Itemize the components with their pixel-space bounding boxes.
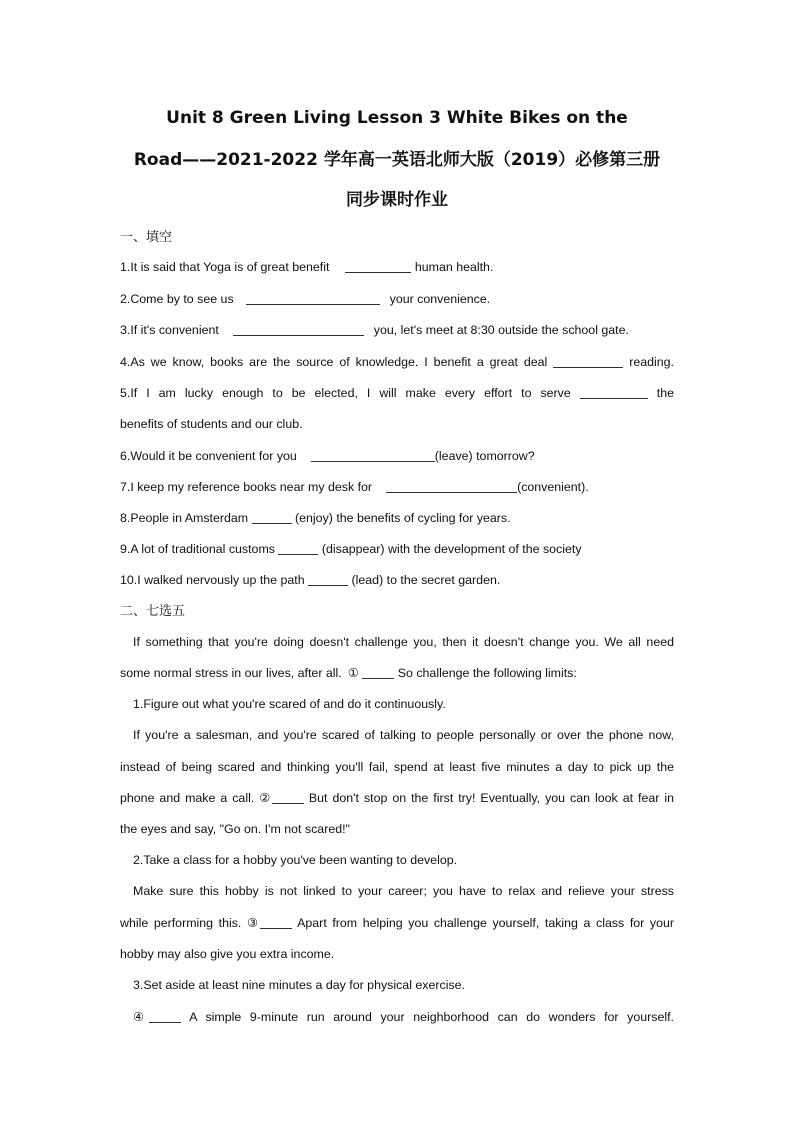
answer-blank-3[interactable] — [233, 323, 364, 336]
passage-line-9: Make sure this hobby is not linked to your career; you have to relax and relieve your stress — [133, 884, 674, 898]
section-heading-seven-choose-five: 二、七选五 — [120, 604, 186, 619]
item-7-tail: (convenient). — [517, 480, 589, 494]
item-3-tail: you, let's meet at 8:30 outside the school gate. — [373, 323, 629, 337]
exercise-item-7 — [120, 479, 674, 495]
title-line-3: 同步课时作业 — [346, 190, 448, 210]
question-marker-3: ③ — [246, 916, 261, 930]
item-1-tail: human health. — [414, 260, 494, 274]
answer-blank-6[interactable] — [311, 449, 435, 462]
item-7-text: 7.I keep my reference books near my desk for — [120, 480, 373, 494]
passage-line-5: instead of being scared and thinking you'll fail, spend at least five minutes a day to pick up the — [120, 760, 674, 774]
item-10-tail: (lead) to the secret garden. — [351, 573, 501, 587]
item-6-text: 6.Would it be convenient for you — [120, 449, 297, 463]
item-8-tail: (enjoy) the benefits of cycling for years. — [295, 511, 511, 525]
item-2-tail: your convenience. — [389, 292, 491, 306]
answer-blank-4[interactable] — [553, 355, 623, 368]
passage-line-2-text: some normal stress in our lives, after all. — [120, 666, 342, 680]
item-2-text: 2.Come by to see us — [120, 292, 234, 306]
exercise-item-10 — [120, 572, 674, 588]
question-marker-4: ④ — [133, 1010, 150, 1024]
item-4-tail: reading. — [629, 355, 674, 369]
passage-line-2 — [120, 665, 674, 681]
passage-line-13 — [120, 1009, 674, 1025]
question-marker-2: ② — [259, 791, 272, 805]
passage-line-10 — [120, 915, 674, 931]
answer-blank-q4[interactable] — [149, 1010, 181, 1023]
item-1-text: 1.It is said that Yoga is of great benefit — [120, 260, 330, 274]
answer-blank-9[interactable] — [278, 542, 318, 555]
item-9-tail: (disappear) with the development of the society — [321, 542, 582, 556]
exercise-item-9 — [120, 541, 674, 557]
exercise-item-6 — [120, 448, 674, 464]
answer-blank-1[interactable] — [345, 260, 411, 273]
exercise-item-8 — [120, 510, 674, 526]
question-marker-1: ① — [347, 666, 359, 680]
passage-line-6-tail: But don't stop on the first try! Eventually, you can look at fear in — [308, 791, 675, 805]
passage-line-4: If you're a salesman, and you're scared of talking to people personally or over the phone now, — [133, 728, 674, 742]
answer-blank-q2[interactable] — [272, 791, 304, 804]
exercise-item-4 — [120, 354, 674, 370]
passage-line-13-text: A simple 9-minute run around your neighborhood can do wonders for yourself. — [189, 1010, 674, 1024]
answer-blank-5[interactable] — [580, 386, 648, 399]
subheading-3: 3.Set aside at least nine minutes a day for physical exercise. — [133, 978, 465, 992]
item-3-text: 3.If it's convenient — [120, 323, 219, 337]
item-8-text: 8.People in Amsterdam — [120, 511, 249, 525]
passage-line-10-text: while performing this. — [120, 916, 242, 930]
passage-line-6-text: phone and make a call. — [120, 791, 255, 805]
item-5-tail: the — [656, 386, 674, 400]
item-10-text: 10.I walked nervously up the path — [120, 573, 305, 587]
item-6-tail: (leave) tomorrow? — [434, 449, 535, 463]
answer-blank-10[interactable] — [308, 573, 348, 586]
passage-line-10-tail: Apart from helping you challenge yourself, taking a class for your — [297, 916, 674, 930]
item-9-text: 9.A lot of traditional customs — [120, 542, 275, 556]
answer-blank-q3[interactable] — [260, 916, 292, 929]
subheading-1: 1.Figure out what you're scared of and do it continuously. — [133, 697, 446, 711]
exercise-item-5-continuation: benefits of students and our club. — [120, 417, 303, 431]
answer-blank-7[interactable] — [386, 480, 517, 493]
passage-line-6 — [120, 790, 674, 806]
passage-line-2-tail: So challenge the following limits: — [397, 666, 577, 680]
passage-line-7: the eyes and say, "Go on. I'm not scared!" — [120, 822, 350, 836]
answer-blank-q1[interactable] — [362, 666, 394, 679]
section-heading-fill-blank: 一、填空 — [120, 230, 173, 245]
title-line-2: Road——2021-2022 学年高一英语北师大版（2019）必修第三册 — [133, 150, 661, 170]
item-4-text: 4.As we know, books are the source of knowledge. I benefit a great deal — [120, 355, 548, 369]
title-line-1: Unit 8 Green Living Lesson 3 White Bikes on the — [166, 108, 628, 128]
exercise-item-3 — [120, 322, 674, 338]
subheading-2: 2.Take a class for a hobby you've been wanting to develop. — [133, 853, 458, 867]
answer-blank-8[interactable] — [252, 511, 292, 524]
passage-line-11: hobby may also give you extra income. — [120, 947, 335, 961]
answer-blank-2[interactable] — [246, 292, 380, 305]
item-5-text: 5.If I am lucky enough to be elected, I will make every effort to serve — [120, 386, 571, 400]
exercise-item-2 — [120, 291, 674, 307]
exercise-item-5 — [120, 385, 674, 401]
passage-line-1: If something that you're doing doesn't challenge you, then it doesn't change you. We all need — [133, 635, 674, 649]
exercise-item-1 — [120, 259, 674, 275]
